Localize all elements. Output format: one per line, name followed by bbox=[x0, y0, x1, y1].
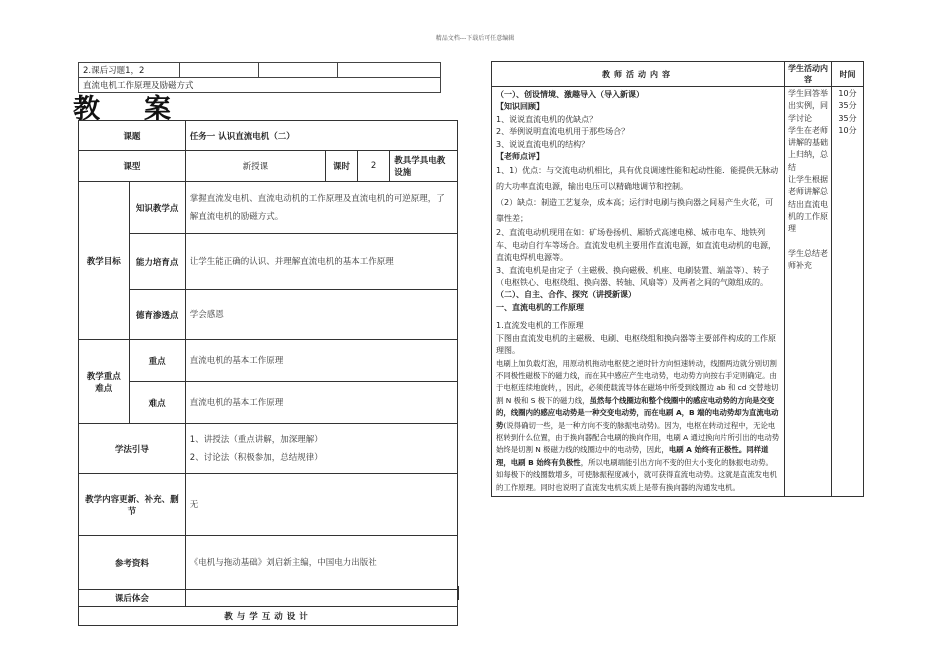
paragraph: 2、直流电动机现用在如：矿场卷扬机、厢轿式高速电梯、城市电车、地铁列车、电动自行车等场合。直流发电机主要用作直流电源，如直流电动机的电源，直流电焊机电源等。 bbox=[496, 228, 776, 263]
subheading: 1.直流发电机的工作原理 bbox=[496, 321, 584, 331]
lesson-plan-table bbox=[78, 120, 458, 626]
keypoints-label: 教学重点难点 bbox=[79, 340, 130, 424]
topic-label: 课题 bbox=[79, 121, 186, 151]
paragraph: 1、1）优点：与交流电动机相比，具有优良调速性能和起动性能．能提供无脉动的大功率直流电源，输出电压可以精确地调节和控制。 bbox=[496, 166, 779, 192]
empty-cell bbox=[259, 63, 338, 78]
interactive-design-heading: 教与学互动设计 bbox=[79, 607, 458, 626]
section-heading: （一）、创设情境、激趣导入（导入新课） bbox=[496, 90, 644, 99]
student-note: 学生回答举出实例，同学讨论 bbox=[788, 89, 828, 123]
activity-table bbox=[491, 61, 864, 497]
time-value: 10分 bbox=[838, 126, 857, 136]
time-value: 10分 bbox=[838, 89, 857, 98]
student-note: 学生总结老师补充 bbox=[788, 248, 828, 270]
ability-value: 让学生能正确的认识、并理解直流电机的基本工作原理 bbox=[185, 234, 457, 290]
difficulty-value: 直流电机的基本工作原理 bbox=[185, 382, 457, 424]
difficulty-label: 难点 bbox=[129, 382, 185, 424]
method-item: 1、讲授法（重点讲解，加深理解） bbox=[189, 434, 323, 445]
question: 3、说说直流电机的结构？ bbox=[496, 139, 590, 149]
reflection-label: 课后体会 bbox=[79, 590, 186, 607]
subheading: 一、直流电机的工作原理 bbox=[496, 302, 584, 312]
hours-value: 2 bbox=[358, 151, 390, 182]
method-value bbox=[185, 424, 457, 474]
reflection-value bbox=[185, 590, 457, 607]
text-span: (说得确切一些，是一种方向不变的脉振电动势)。因为，电枢在转动过程中，无论电枢转到什么位置，由于换向器配合电刷的换向作用，电刷 A 通过换向片所引出的电动势始终是切割 N 极磁力线的线圈边中的电动势，因此， bbox=[496, 420, 780, 455]
text-span: 电刷上加负载灯泡，用原动机拖动电枢使之逆时针方向恒速转动，线圈两边就分别切割不同极性磁极下的磁力线，而在其中感应产生电动势，电动势方向按右手定则确定。由于电枢连续地旋转，，因此，必须使载流导体在磁场中所受到线圈边 ab 和 cd 交替地切割 N 极和 S 极下的磁力线， bbox=[496, 358, 779, 405]
student-activity-header: 学生活动内容 bbox=[785, 62, 832, 87]
method-item: 2、讨论法（积极参加，总结规律） bbox=[189, 452, 323, 463]
topic-value: 任务一 认识直流电机（二） bbox=[185, 121, 457, 151]
student-note: 让学生根据老师讲解总结出直流电机的工作原理 bbox=[788, 175, 828, 234]
paragraph bbox=[496, 358, 780, 494]
focus-label: 重点 bbox=[129, 340, 185, 382]
aids-label: 教具学具电教设施 bbox=[390, 151, 458, 182]
paragraph: 3、直流电机是由定子（主磁极、换向磁极、机座、电刷装置、端盖等）、转子（电枢铁心、电枢绕组、换向器、转轴、风扇等）及两者之间的气隙组成的。 bbox=[496, 265, 770, 288]
update-label: 教学内容更新、补充、删节 bbox=[79, 474, 186, 536]
time-header: 时间 bbox=[832, 62, 864, 87]
update-value: 无 bbox=[185, 474, 457, 536]
knowledge-value: 掌握直流发电机、直流电动机的工作原理及直流电机的可逆原理，了解直流电机的励磁方式。 bbox=[185, 182, 457, 234]
subheading: 【知识回顾】 bbox=[496, 102, 544, 112]
watermark-text: 精品文档---下载后可任意编辑 bbox=[435, 35, 515, 42]
time-value: 35分 bbox=[838, 101, 857, 111]
empty-cell bbox=[338, 63, 441, 78]
homework-cell: 2.课后习题1，2 bbox=[79, 63, 180, 78]
reference-label: 参考资料 bbox=[79, 536, 186, 590]
paragraph: （2）缺点：制造工艺复杂，成本高；运行时电刷与换向器之间易产生火花，可靠性差； bbox=[496, 198, 774, 224]
goals-label: 教学目标 bbox=[79, 182, 130, 340]
type-label: 课型 bbox=[79, 151, 186, 182]
student-note: 学生在老师讲解的基础上归纳，总结 bbox=[788, 125, 828, 172]
student-activity-content bbox=[785, 87, 832, 497]
subheading: 【老师点评】 bbox=[496, 152, 544, 162]
moral-value: 学会感恩 bbox=[185, 290, 457, 340]
type-value: 新授课 bbox=[185, 151, 325, 182]
question: 2、举例说明直流电机用于那些场合？ bbox=[496, 127, 630, 137]
teacher-activity-header: 教师活动内容 bbox=[492, 62, 785, 87]
method-label: 学法引导 bbox=[79, 424, 186, 474]
teacher-activity-content bbox=[492, 87, 785, 497]
empty-cell bbox=[180, 63, 259, 78]
paragraph: 下图由直流发电机的主磁极、电刷、电枢绕组和换向器等主要部件构成的工作原理图。 bbox=[496, 333, 776, 356]
focus-value: 直流电机的基本工作原理 bbox=[185, 340, 457, 382]
reference-value: 《电机与拖动基础》刘启新主编，中国电力出版社 bbox=[185, 536, 457, 590]
text-span: 电刷 A 始终有正极性。同样道理，电刷 B 始终有负极性 bbox=[496, 445, 769, 467]
text-span: 虽然每个线圈边和整个线圈中的感应电动势的方向是交变的，线圈内的感应电动势是一种交变电动势，而在电刷 A，B 端的电动势却为直流电动势 bbox=[496, 395, 779, 430]
question: 1、说说直流电机的优缺点？ bbox=[496, 114, 598, 124]
knowledge-label: 知识教学点 bbox=[129, 182, 185, 234]
moral-label: 德育渗透点 bbox=[129, 290, 185, 340]
divider bbox=[458, 586, 459, 600]
section-heading: （二）、自主、合作、探究（讲授新课） bbox=[496, 290, 636, 300]
hours-label: 课时 bbox=[325, 151, 357, 182]
homework-topic-cell: 直流电机工作原理及励磁方式 bbox=[79, 78, 441, 93]
text-span: ，所以电刷端能引出方向不变的但大小变化的脉振电动势。如每极下的线圈数增多，可使脉振程度减小，就可获得直流电动势。这就是直流发电机的工作原理。同时也说明了直流发电机实质上是带有换向器的沟通发电机。 bbox=[496, 457, 777, 492]
time-content bbox=[832, 87, 864, 497]
ability-label: 能力培育点 bbox=[129, 234, 185, 290]
page-title: 教案 bbox=[73, 94, 215, 125]
time-value: 35分 bbox=[838, 113, 857, 123]
